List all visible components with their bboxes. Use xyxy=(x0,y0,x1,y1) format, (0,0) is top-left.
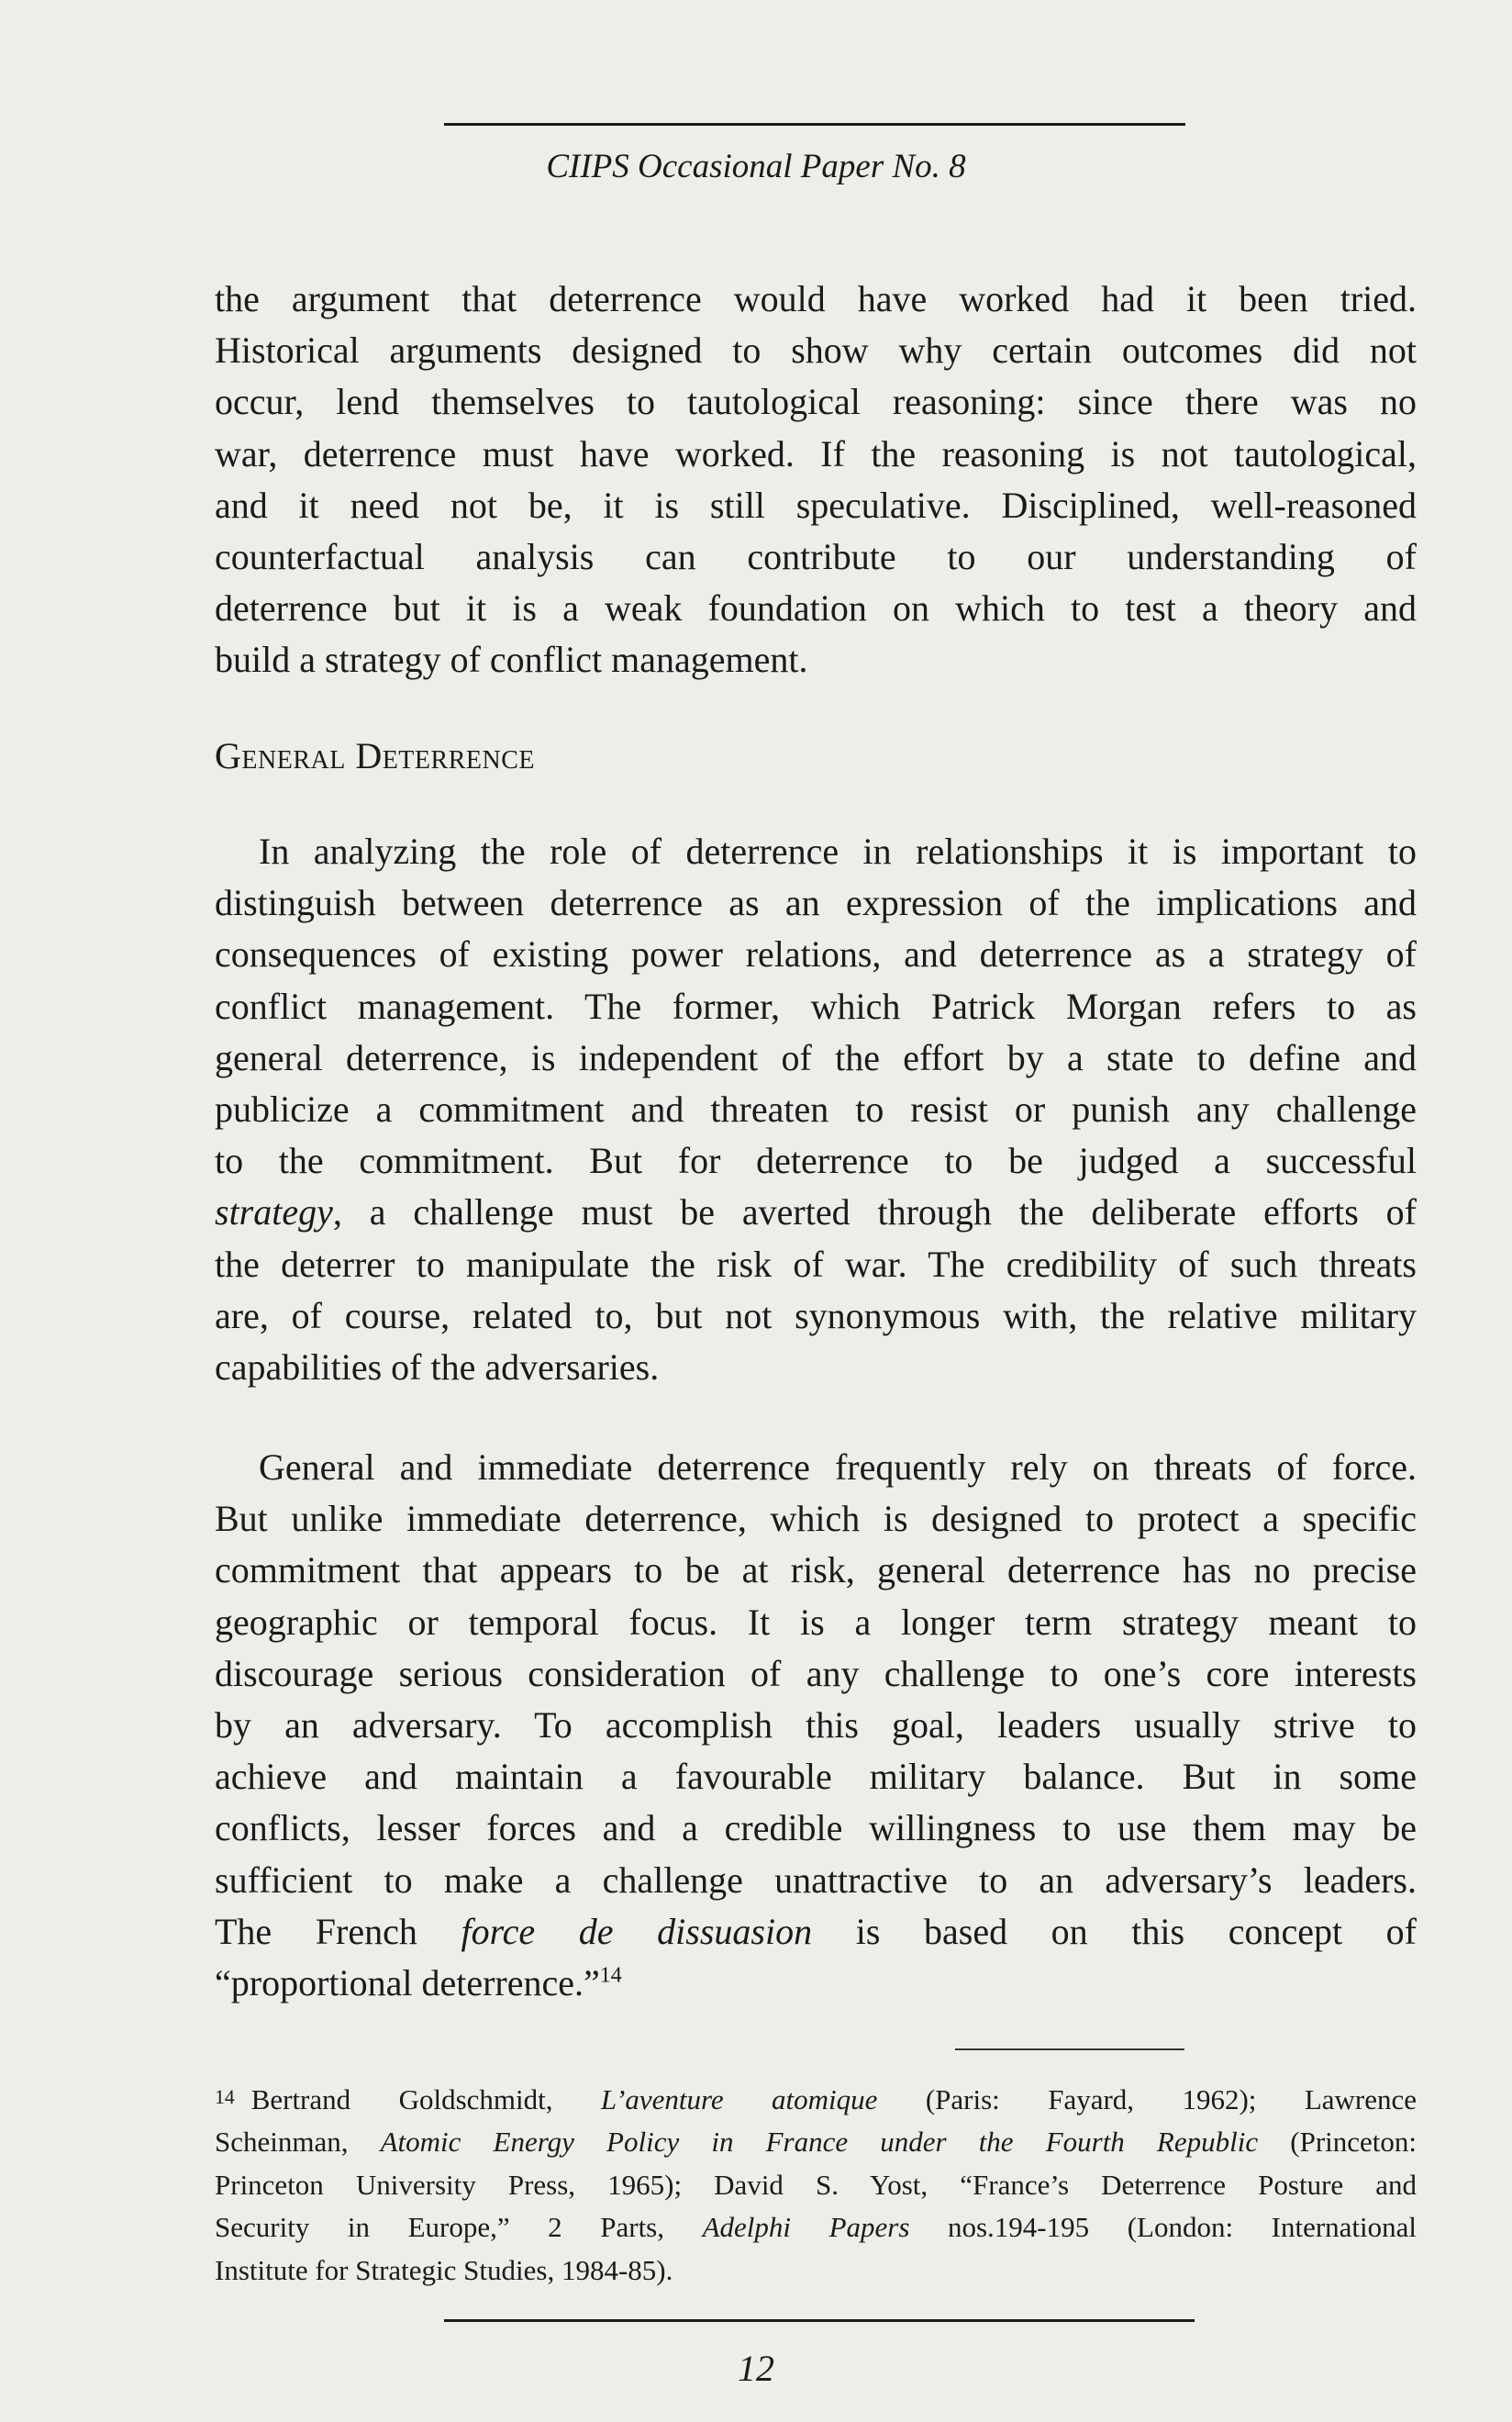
text-line: capabilities of the adversaries. xyxy=(215,1346,660,1389)
text-line: general deterrence, is independent of the effort by a state to define and xyxy=(215,1036,1417,1078)
text-line: by an adversary. To accomplish this goal, leaders usually strive to xyxy=(215,1704,1417,1747)
paragraph-continuation xyxy=(215,273,1417,686)
text-line xyxy=(215,1958,1417,2009)
paragraph-general-deterrence xyxy=(215,826,1417,1393)
text-line: and it need not be, it is still speculative. Disciplined, well-reasoned xyxy=(215,484,1417,526)
text-fragment: Security in Europe,” 2 Parts, xyxy=(215,2211,703,2244)
text-line: distinguish between deterrence as an expression of the implications and xyxy=(215,882,1417,924)
italic-term: strategy xyxy=(215,1191,333,1233)
text-line xyxy=(215,1906,1417,1958)
text-line: to the commitment. But for deterrence to be judged a successful xyxy=(215,1140,1417,1182)
footnote-reference[interactable]: 14 xyxy=(599,1963,622,1988)
text-line: commitment that appears to be at risk, general deterrence has no precise xyxy=(215,1549,1417,1591)
footnote-line xyxy=(215,2206,1417,2249)
footnote-rule xyxy=(955,2048,1184,2050)
header-rule xyxy=(444,123,1185,126)
text-line: But unlike immediate deterrence, which is designed to protect a specific xyxy=(215,1498,1417,1540)
italic-title: Adelphi Papers xyxy=(702,2211,910,2244)
footnote xyxy=(215,2076,1417,2292)
text-fragment: The French xyxy=(215,1910,461,1952)
footer-rule xyxy=(444,2319,1195,2322)
italic-title: Atomic Energy Policy in France under the Fourth Republic xyxy=(380,2126,1259,2159)
footnote-line xyxy=(215,2076,1417,2121)
text-line: General and immediate deterrence frequently rely on threats of force. xyxy=(259,1446,1417,1488)
text-line: build a strategy of conflict management. xyxy=(215,639,808,681)
text-line: the deterrer to manipulate the risk of war. The credibility of such threats xyxy=(215,1243,1417,1285)
text-line: consequences of existing power relations, and deterrence as a strategy of xyxy=(215,933,1417,976)
text-fragment: Bertrand Goldschmidt, xyxy=(250,2083,601,2115)
text-fragment: , a challenge must be averted through the deliberate efforts of xyxy=(332,1191,1417,1233)
running-head: CIIPS Occasional Paper No. 8 xyxy=(546,148,966,185)
text-line: discourage serious consideration of any challenge to one’s core interests xyxy=(215,1652,1417,1694)
italic-term: force de dissuasion xyxy=(461,1910,813,1952)
italic-title: L’aventure atomique xyxy=(600,2083,878,2115)
text-line: conflict management. The former, which Patrick Morgan refers to as xyxy=(215,985,1417,1027)
text-fragment: is based on this concept of xyxy=(812,1910,1417,1952)
footnote-line: Princeton University Press, 1965); David S. Yost, “France’s Deterrence Posture and xyxy=(215,2168,1417,2201)
text-fragment: “proportional deterrence.” xyxy=(215,1962,600,2004)
text-line: war, deterrence must have worked. If the reasoning is not tautological, xyxy=(215,432,1417,474)
text-line: Historical arguments designed to show why certain outcomes did not xyxy=(215,329,1417,372)
text-line: deterrence but it is a weak foundation on which to test a theory and xyxy=(215,587,1417,630)
footnote-line: Institute for Strategic Studies, 1984-85). xyxy=(215,2253,673,2286)
text-line: achieve and maintain a favourable military balance. But in some xyxy=(215,1756,1417,1798)
text-line: counterfactual analysis can contribute to our understanding of xyxy=(215,536,1417,578)
text-line: are, of course, related to, but not synonymous with, the relative military xyxy=(215,1294,1417,1336)
footnote-line xyxy=(215,2121,1417,2163)
text-line: sufficient to make a challenge unattractive to an adversary’s leaders. xyxy=(215,1858,1417,1901)
footnote-mark: 14 xyxy=(215,2086,235,2108)
text-line: the argument that deterrence would have worked had it been tried. xyxy=(215,278,1417,319)
text-fragment: nos.194-195 (London: International xyxy=(909,2211,1418,2244)
section-heading: General Deterrence xyxy=(215,735,535,776)
text-line: conflicts, lesser forces and a credible willingness to use them may be xyxy=(215,1807,1417,1849)
text-fragment: Scheinman, xyxy=(215,2126,381,2159)
page-number: 12 xyxy=(738,2348,774,2389)
paragraph-immediate-deterrence xyxy=(215,1442,1417,2009)
text-fragment: (Princeton: xyxy=(1258,2126,1417,2159)
text-line: In analyzing the role of deterrence in relationships it is important to xyxy=(259,831,1417,872)
text-fragment: (Paris: Fayard, 1962); Lawrence xyxy=(877,2083,1417,2115)
text-line: occur, lend themselves to tautological reasoning: since there was no xyxy=(215,381,1417,423)
text-line: publicize a commitment and threaten to resist or punish any challenge xyxy=(215,1088,1417,1131)
text-line: geographic or temporal focus. It is a longer term strategy meant to xyxy=(215,1601,1417,1643)
text-line xyxy=(215,1187,1417,1238)
